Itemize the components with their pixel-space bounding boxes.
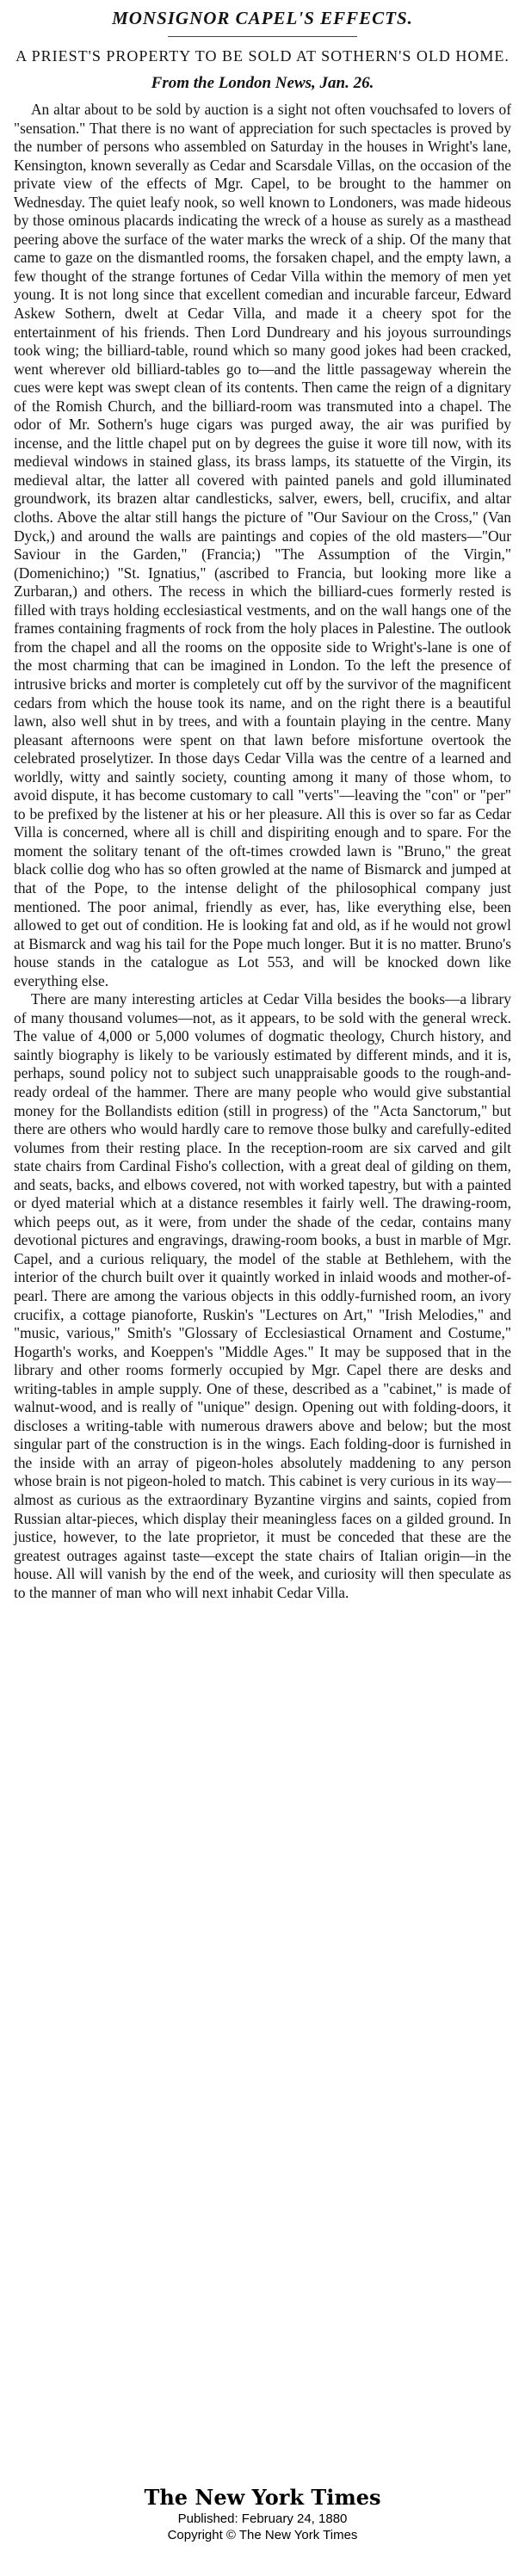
- publication-date: Published: February 24, 1880: [177, 2511, 348, 2526]
- copyright-notice: Copyright © The New York Times: [167, 2528, 358, 2542]
- article-paragraph: There are many interesting articles at Cedar Villa besides the books—a library of many thousand volumes—not, as it appears, to be sold with the general wreck. The value of 4,000 or 5,000 volumes of dogmatic theology, Church history, and saintly biography is likely to be variously estimated by different minds, and it is, perhaps, sound policy not to subject such unappraisable goods to the rough-and-ready ordeal of the hammer. There are many people who would give substantial money for the Bollandists edition (still in progress) of the "Acta Sanctorum," but there are others who would hardly care to remove those bulky and carefully-edited volumes from their resting place. In the reception-room are six carved and gilt state chairs from Cardinal Fisho's collection, with a great deal of gilding on them, and seats, backs, and elbows covered, not with worked tapestry, but with a painted or dyed material which at a distance resembles it fairly well. The drawing-room, which peeps out, as it were, from under the shade of the cedar, contains many devotional pictures and engravings, drawing-room books, a bust in marble of Mgr. Capel, and a curious reliquary, the model of the stable at Bethlehem, with the interior of the church built over it quaintly worked in inlaid woods and mother-of-pearl. There are among the various objects in this oddly-furnished room, an ivory crucifix, a cottage pianoforte, Ruskin's "Lectures on Art," "Irish Melodies," and "music, various," Smith's "Glossary of Ecclesiastical Ornament and Costume," Hogarth's works, and Koeppen's "Middle Ages." It may be supposed that in the library and other rooms formerly occupied by Mgr. Capel there are desks and writing-tables in ample supply. One of these, described as a "cabinet," is made of walnut-wood, and is really of "unique" design. Opening out with folding-doors, it discloses a writing-table with numerous drawers above and below; but the most singular part of the construction is in the wings. Each folding-door is furnished in the inside with an array of pigeon-holes absolutely maddening to any person whose brain is not pigeon-holed to match. This cabinet is very curious in its way—almost as curious as the extraordinary Byzantine virgins and saints, copied from Russian altar-pieces, which display their meaningless faces on a gilded ground. In justice, however, to the late proprietor, it must be conceded that these are the greatest outrages against taste—except the state chairs of Italian origin—in the house. All will vanish by the end of the week, and curiosity will then speculate as to the manner of man who will next inhabit Cedar Villa.: [14, 990, 511, 1601]
- article-deck: A PRIEST'S PROPERTY TO BE SOLD AT SOTHERN'S OLD HOME.: [15, 47, 510, 65]
- article-headline: MONSIGNOR CAPEL'S EFFECTS.: [112, 8, 413, 28]
- headline-rule: [168, 36, 357, 37]
- article-paragraph: An altar about to be sold by auction is a sight not often vouchsafed to lovers of "sensation." That there is no want of appreciation for such spectacles is proved by the number of persons who assembled on Saturday in the houses in Wright's lane, Kensington, known severally as Cedar and Scarsdale Villas, on the occasion of the private view of the effects of Mgr. Capel, to be brought to the hammer on Wednesday. The quiet leafy nook, so well known to Londoners, was made hideous by those ominous placards indicating the wreck of a house as surely as a masthead peering above the surface of the water marks the wreck of a ship. Of the many that came to gaze on the dismantled rooms, the forsaken chapel, and the empty lawn, a few thought of the strange fortunes of Cedar Villa within the memory of men yet young. It is not long since that excellent comedian and incurable farceur, Edward Askew Sothern, dwelt at Cedar Villa, and made it a cheery spot for the entertainment of his friends. Then Lord Dundreary and his joyous surroundings took wing; the billiard-table, round which so many good jokes had been cracked, went wherever old billiard-tables go to—and the little passageway wherein the cues were kept was swept clean of its contents. Then came the reign of a dignitary of the Romish Church, and the billiard-room was transmuted into a chapel. The odor of Mr. Sothern's huge cigars was purged away, the air was purified by incense, and the little chapel put on by degrees the guise it wore till now, with its medieval windows in stained glass, its brass lamps, its statuette of the Virgin, its medieval altar, the latter all covered with painted panels and gold illuminated groundwork, its brazen altar candlesticks, salver, ewers, bell, crucifix, and altar cloths. Above the altar still hangs the picture of "Our Saviour on the Cross," (Van Dyck,) and around the walls are paintings and copies of the old masters—"Our Saviour in the Garden," (Francia;) "The Assumption of the Virgin," (Domenichino;) "St. Ignatius," (ascribed to Francia, but looking more like a Zurbaran,) and others. The recess in which the billiard-cues formerly rested is filled with trays holding ecclesiastical vestments, and on the wall hangs one of the frames containing fragments of rock from the holy places in Palestine. The outlook from the chapel and all the rooms on the opposite side to Wright's-lane is one of the most charming that can be imagined in London. To the left the presence of intrusive bricks and morter is completely cut off by the survivor of the magnificent cedars from which the house took its name, and on the right there is a beautiful lawn, also well shut in by trees, and with a fountain playing in the centre. Many pleasant afternoons were spent on that lawn before misfortune overtook the celebrated proselytizer. In those days Cedar Villa was the centre of a learned and worldly, witty and saintly society, counting among it many of those whom, to avoid dispute, it has become customary to call "verts"—leaving the "con" or "per" to be prefixed by the listener at his or her pleasure. All this is over so far as Cedar Villa is concerned, where all is chill and dispiriting enough and to spare. For the moment the solitary tenant of the oft-times crowded lawn is "Bruno," the great black collie dog who has so often growled at the name of Bismarck and jumped at that of the Pope, to the intense delight of the philosophical company just mentioned. The poor animal, friendly as ever, has, like everything else, been allowed to get out of condition. He is looking fat and old, as if he would not growl at Bismarck and wag his tail for the Pope much longer. But it is no matter. Bruno's house stands in the catalogue as Lot 553, and will be knocked down like everything else.: [14, 101, 511, 989]
- page-footer: [0, 2485, 525, 2543]
- newspaper-masthead: The New York Times: [144, 2485, 381, 2510]
- article-dateline: From the London News, Jan. 26.: [151, 74, 374, 92]
- article-body: [14, 101, 511, 1602]
